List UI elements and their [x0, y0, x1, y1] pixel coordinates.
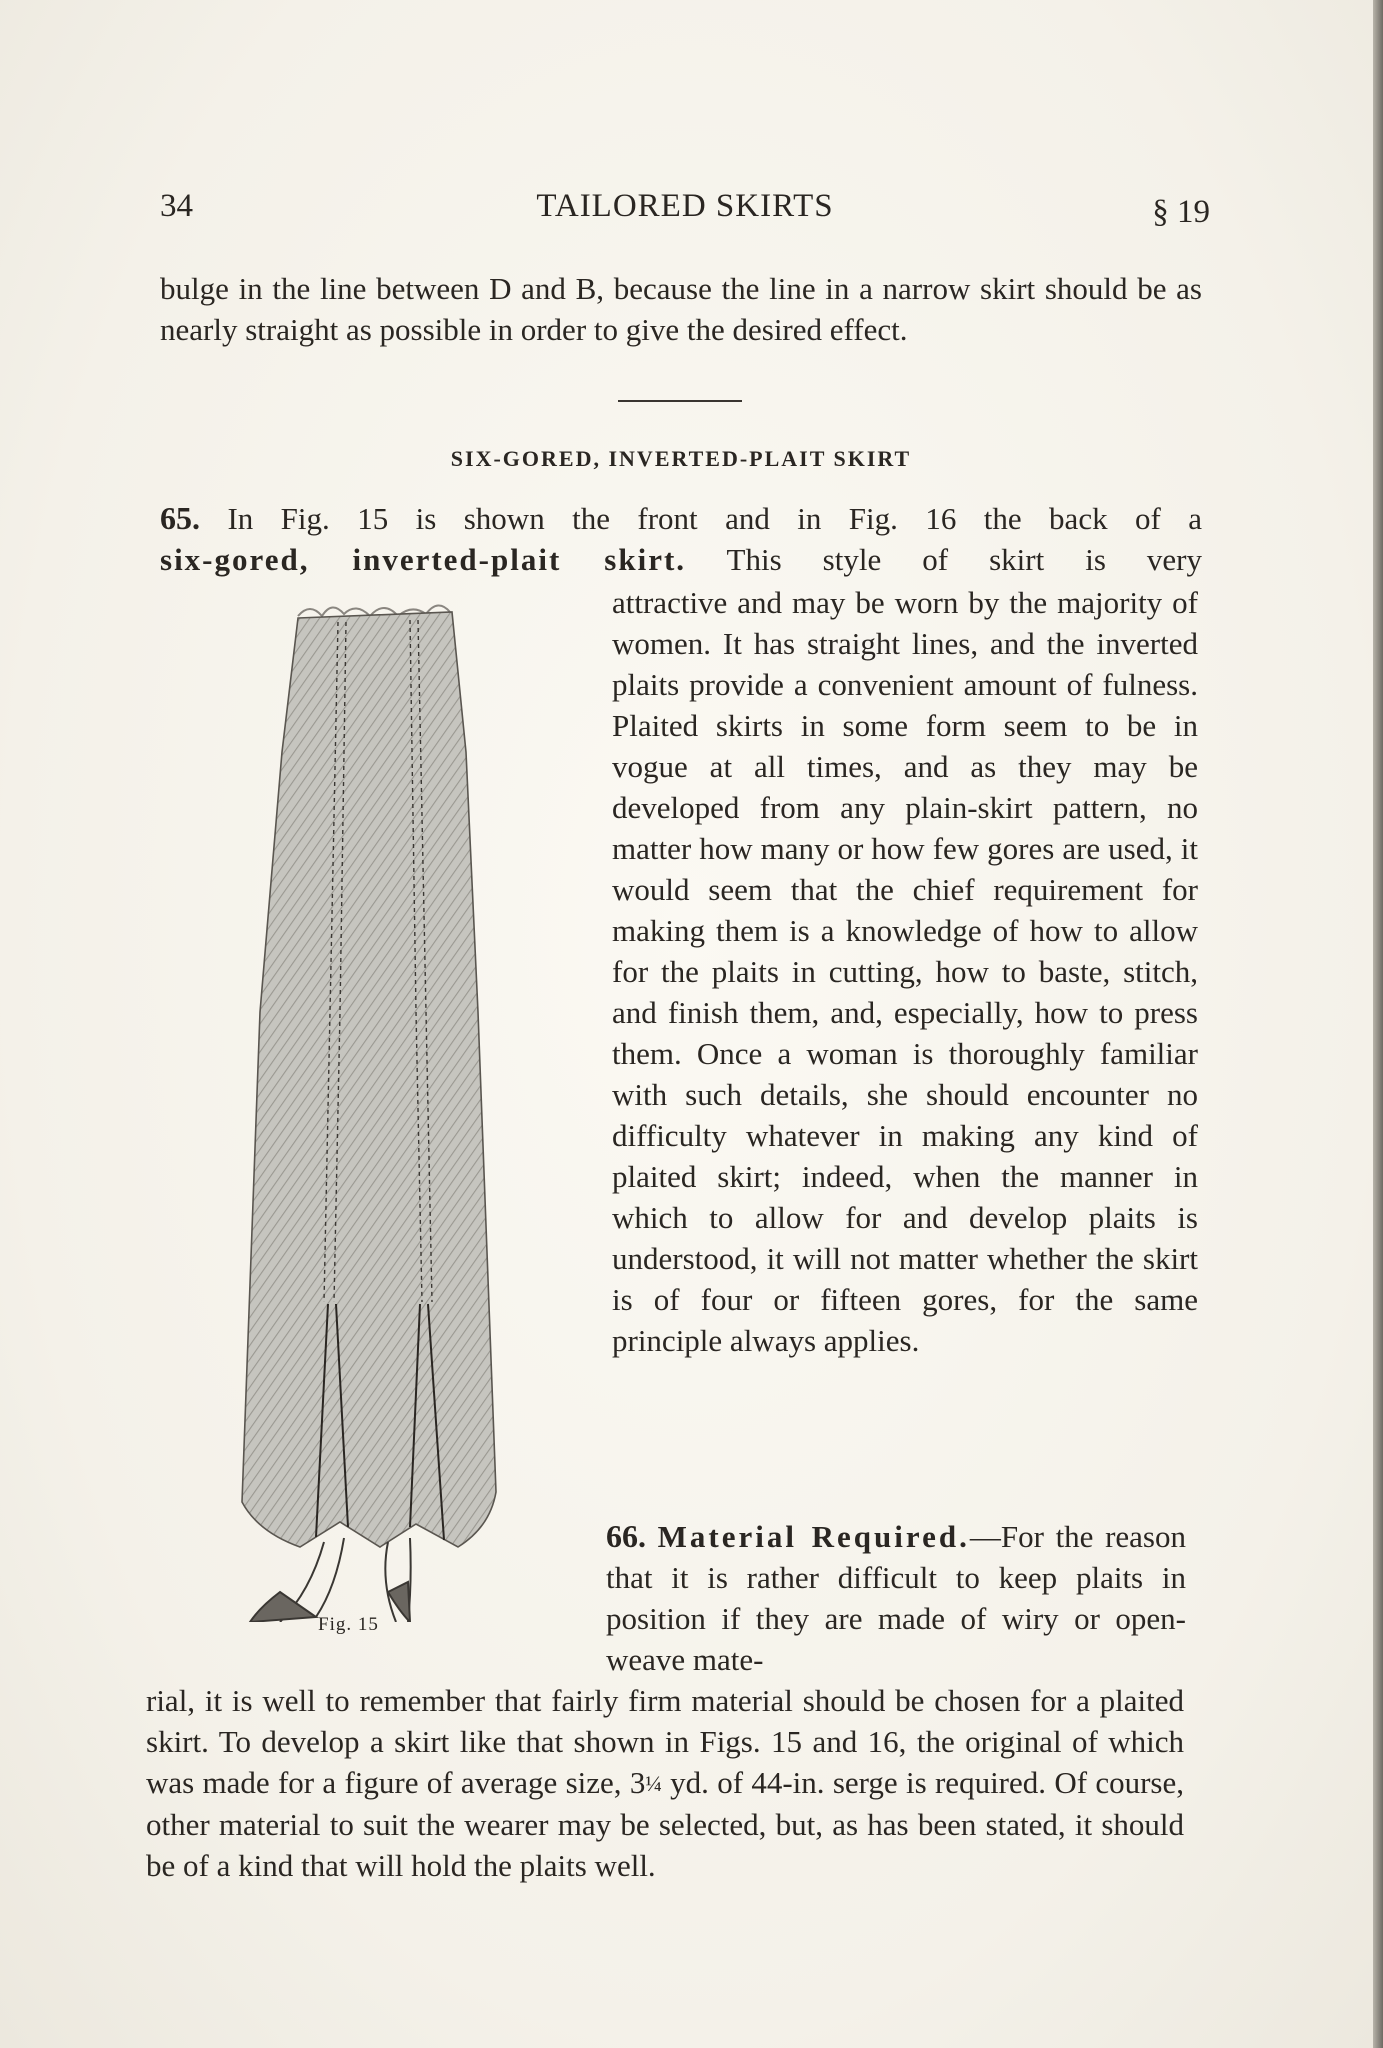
intro-paragraph: bulge in the line between D and B, because the line in a narrow skirt should be as nearly straight as possible in order to give the desired effect. — [160, 271, 1202, 347]
paragraph-66-title: Material Required. — [657, 1519, 970, 1554]
page-header — [160, 188, 1210, 238]
section-divider — [618, 400, 742, 402]
running-title: TAILORED SKIRTS — [536, 188, 834, 224]
skirt-illustration — [220, 592, 560, 1622]
paragraph-number: 66. — [606, 1518, 646, 1554]
page-number: 34 — [160, 188, 193, 224]
paragraph-66-body — [146, 1680, 1184, 1886]
paragraph-65-body: attractive and may be worn by the majority of women. It has straight lines, and the inverted plaits provide a convenient amount of fulness. Plaited skirts in some form seem to be in vogue at all times, and as they may be developed from any plain-skirt pattern, no matter how many or how few gores are used, it would seem that the chief requirement for making them is a knowledge of how to allow for the plaits in cutting, how to baste, stitch, and finish them, and, especially, how to press them. Once a woman is thoroughly familiar with such details, she should encounter no difficulty whatever in making any kind of plaited skirt; indeed, when the manner in which to allow for and develop plaits is understood, it will not matter whether the skirt is of four or fifteen gores, for the same principle always applies. — [612, 585, 1198, 1358]
fraction-quarter: ¼ — [645, 1771, 662, 1796]
page-edge-shadow — [1373, 0, 1383, 2048]
figure-caption: Fig. 15 — [318, 1614, 379, 1635]
paragraph-66-opening — [606, 1516, 1186, 1680]
section-number: § 19 — [1152, 194, 1210, 230]
section-heading: SIX-GORED, INVERTED-PLAIT SKIRT — [450, 446, 912, 471]
paragraph-66-text-1: rial, it is well to remember that fairly firm material should be chosen for a plaited skirt. To develop a skirt like that shown in Figs. 15 and 16, the original of which was made for a figure of average size, 3 — [146, 1683, 1184, 1800]
paragraph-65-opening — [160, 498, 1202, 580]
paragraph-number: 65. — [160, 500, 200, 536]
legs-and-shoes — [250, 1538, 411, 1622]
paragraph-65-line-2 — [160, 539, 1202, 580]
skirt-body — [242, 612, 496, 1547]
paragraph-65-line-1 — [160, 498, 1202, 539]
paragraph-66-text-2: yd. of 44-in. serge is required. Of course, other material to suit the wearer may be selected, but, as has been stated, it should be of a kind that will hold the plaits well. — [146, 1765, 1184, 1883]
defined-term: six-gored, inverted-plait skirt. — [160, 542, 687, 577]
paragraph-66-text-side: —For the reason that it is rather difficult to keep plaits in position if they are made of wiry or open-weave mate- — [606, 1519, 1186, 1677]
paragraph-65-text-1: In Fig. 15 is shown the front and in Fig. 16 the back of a — [227, 501, 1203, 536]
paragraph-65-text-2: This style of skirt is very — [726, 542, 1202, 577]
